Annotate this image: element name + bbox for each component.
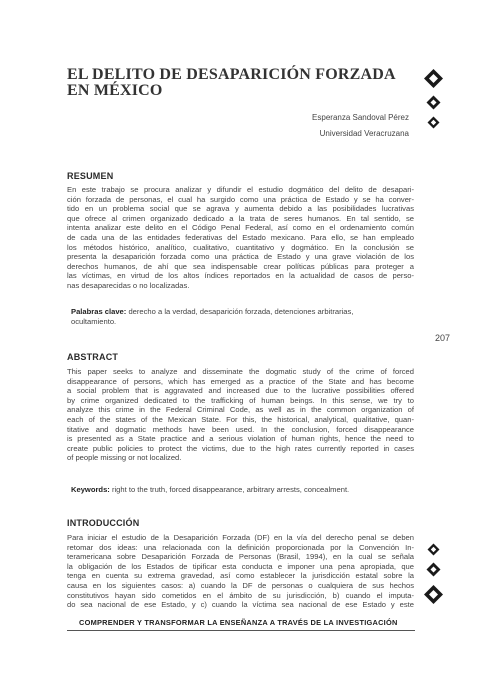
resumen-body [67,185,414,291]
resumen-line: presenta la desaparición forzada como una práctica de Estado y una grave violación de los [67,252,414,262]
resumen-line: En este trabajo se procura analizar y difundir el estudio dogmático del delito de desapari- [67,185,414,194]
author-affiliation: Universidad Veracruzana [319,129,409,138]
abstract-line: disappearance of persons, which has emerged as a practice of the State and has become [67,376,414,386]
diamond-ornament-icon-small [427,543,440,556]
intro-line: causa en los siguientes casos: a) cuando la DF de personas o cualquiera de sus hechos [67,580,414,590]
article-title [67,67,407,99]
intro-line: retomar dos ideas: una relacionada con la definición proporcionada por la Convención In- [67,542,414,552]
intro-line: teramericana sobre Desaparición Forzada de Personas (Brasil, 1994), en la cual se señala [67,552,414,562]
resumen-line: intenta analizar este delito en el Código Penal Federal, así como en el ordenamiento común [67,223,414,233]
diamond-ornament-icon-large [423,68,444,89]
diamond-ornament-icon-medium [426,562,441,577]
running-footer: COMPRENDER Y TRANSFORMAR LA ENSEÑANZA A TRAVÉS DE LA INVESTIGACIÓN [79,618,398,627]
palabras-clave-text-cont: ocultamiento. [71,316,117,326]
intro-line: do sea nacional de ese Estado, y c) cuando la víctima sea nacional de ese Estado y este [67,600,414,610]
footer-rule [67,630,415,631]
resumen-line: de cada una de las entidades federativas del Estado mexicano. Para ello, se han empleado [67,232,414,242]
intro-body [67,533,414,610]
title-line-2: EN MÉXICO [67,82,163,99]
intro-line: Para iniciar el estudio de la Desaparición Forzada (DF) en la vía del derecho penal se deben [67,533,414,542]
abstract-line: This paper seeks to analyze and disseminate the dogmatic study of the crime of forced [67,367,414,376]
abstract-line: create public policies to protect the victims, due to the high rates currently reported in cases [67,443,414,453]
intro-heading: INTRODUCCIÓN [67,518,140,528]
abstract-line: analyze this crime in the Federal Criminal Code, as well as in the common organization of [67,405,414,415]
abstract-line: of people missing or not localized. [67,453,182,463]
abstract-heading: ABSTRACT [67,352,119,362]
palabras-clave-label: Palabras clave: [71,307,127,316]
resumen-line: ción forzada de personas, el cual ha surgido como una práctica de Estado y se ha conver- [67,194,414,204]
title-line-1: EL DELITO DE DESAPARICIÓN FORZADA [67,66,396,83]
abstract-line: a social problem that is aggravated and increased due to the lucrative possibilities offered [67,386,414,396]
abstract-line: by crime organized dedicated to the trafficking of human beings. In this sense, we try to [67,395,414,405]
resumen-line: las víctimas, en virtud de los altos índices reportados en la actualidad de casos de perso- [67,271,414,281]
diamond-ornament-icon-large [423,584,444,605]
abstract-line: is presented as a State practice and a serious violation of human rights, hence the need to [67,434,414,444]
intro-line: constitutivos hayan sido cometidos en el ámbito de su jurisdicción, b) cuando el imputa- [67,590,414,600]
intro-line: la obligación de los Estados de tipificar esta conducta e imponer una pena apropiada, que [67,561,414,571]
resumen-line: que ofrece al crimen organizado dedicado a la trata de seres humanos. En tal sentido, se [67,213,414,223]
palabras-clave [71,307,411,326]
intro-line: tenga en cuenta su extrema gravedad, así como establecer la jurisdicción estatal sobre la [67,571,414,581]
author-name: Esperanza Sandoval Pérez [312,113,409,122]
resumen-line: derechos humanos, de ahí que sea indispensable crear políticas públicas para proteger a [67,261,414,271]
diamond-ornament-icon-small [427,116,440,129]
keywords-text: right to the truth, forced disappearance, arbitrary arrests, concealment. [111,485,350,494]
resumen-line: nas desaparecidas o no localizadas. [67,280,190,290]
resumen-line: los métodos histórico, analítico, cualitativo, cuantitativo y dogmático. En la conclusión se [67,242,414,252]
keywords-label: Keywords: [71,485,110,494]
keywords [71,485,411,495]
resumen-line: tido en un problema social que se agrava y aumenta debido a las posibilidades lucrativas [67,204,414,214]
abstract-line: titative and dogmatic methods have been used. In the conclusion, forced disappearance [67,424,414,434]
resumen-heading: RESUMEN [67,171,114,181]
abstract-body [67,367,414,463]
diamond-ornament-icon-medium [426,95,441,110]
page-number: 207 [435,333,451,343]
palabras-clave-text: derecho a la verdad, desaparición forzada, detenciones arbitrarias, [128,307,354,316]
abstract-line: each of the states of the Mexican State. For this, the historical, analytical, qualitative, quan- [67,414,414,424]
